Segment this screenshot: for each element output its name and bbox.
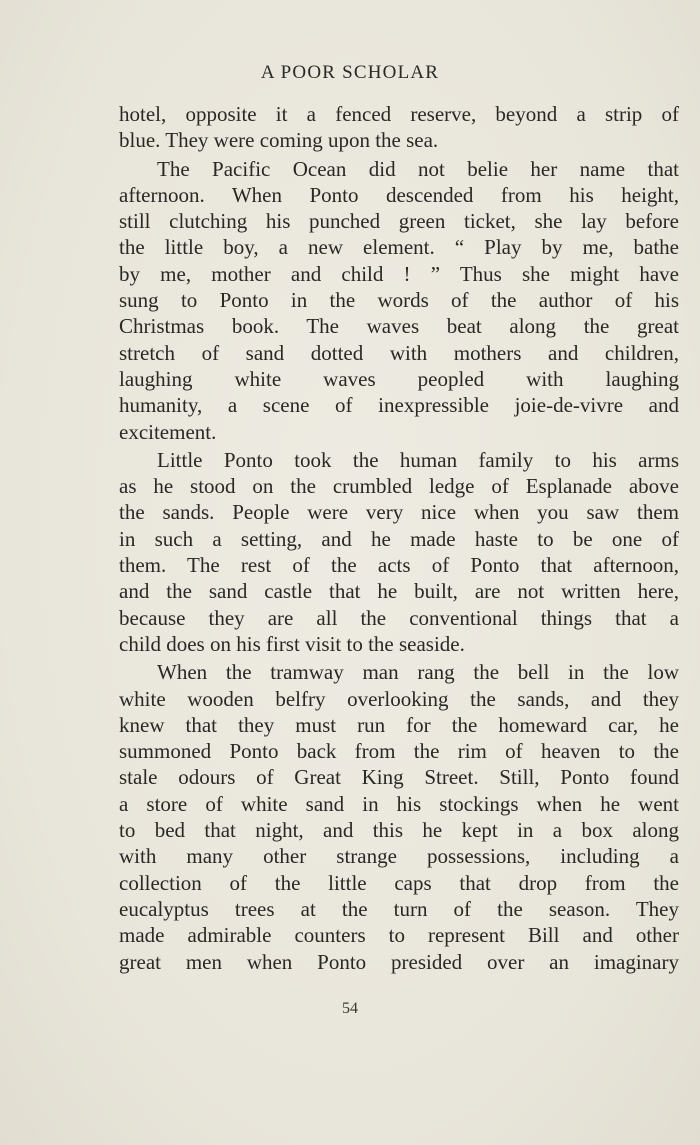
text-line: to bed that night, and this he kept in a box along [119,818,679,843]
text-line: stale odours of Great King Street. Still, Ponto found [119,765,679,790]
text-line: collection of the little caps that drop from the [119,870,679,895]
paragraph [119,447,679,657]
text-line: sung to Ponto in the words of the author of his [119,288,679,313]
text-line: the little boy, a new element. “ Play by me, bathe [119,235,679,260]
text-line: Little Ponto took the human family to his arms [157,447,679,472]
text-line: a store of white sand in his stockings when he went [119,791,679,816]
text-line: white wooden belfry overlooking the sands, and they [119,686,679,711]
text-line: and the sand castle that he built, are not written here, [119,579,679,604]
text-line: still clutching his punched green ticket, she lay before [119,209,679,234]
text-line: as he stood on the crumbled ledge of Esplanade above [119,474,679,499]
text-line: knew that they must run for the homeward car, he [119,712,679,737]
running-head: A POOR SCHOLAR [260,62,440,83]
paragraph [119,156,679,445]
text-line: child does on his first visit to the seaside. [119,631,465,656]
text-line: laughing white waves peopled with laughing [119,366,679,391]
text-line: with many other strange possessions, including a [119,844,679,869]
text-line: made admirable counters to represent Bill and other [119,923,679,948]
text-line: When the tramway man rang the bell in the low [157,660,679,685]
text-line: summoned Ponto back from the rim of heaven to the [119,739,679,764]
page-number: 54 [342,1000,358,1017]
text-line: Christmas book. The waves beat along the great [119,314,679,339]
text-line: hotel, opposite it a fenced reserve, beyond a strip of [119,102,679,126]
text-line: eucalyptus trees at the turn of the season. They [119,896,679,921]
text-line: stretch of sand dotted with mothers and children, [119,340,679,365]
paragraph [119,659,679,975]
text-line: great men when Ponto presided over an imaginary [119,949,679,974]
text-line: afternoon. When Ponto descended from his height, [119,182,679,207]
text-line: excitement. [119,419,217,444]
text-line: blue. They were coming upon the sea. [119,128,439,153]
text-line: The Pacific Ocean did not belie her name that [157,156,679,181]
text-line: by me, mother and child ! ” Thus she might have [119,261,679,286]
paragraph [119,101,679,154]
text-line: because they are all the conventional things that a [119,605,679,630]
text-line: the sands. People were very nice when you saw them [119,500,679,525]
body-text [119,101,679,977]
text-line: them. The rest of the acts of Ponto that afternoon, [119,553,679,578]
text-line: in such a setting, and he made haste to be one of [119,526,679,551]
text-line: humanity, a scene of inexpressible joie-de-vivre and [119,393,679,418]
